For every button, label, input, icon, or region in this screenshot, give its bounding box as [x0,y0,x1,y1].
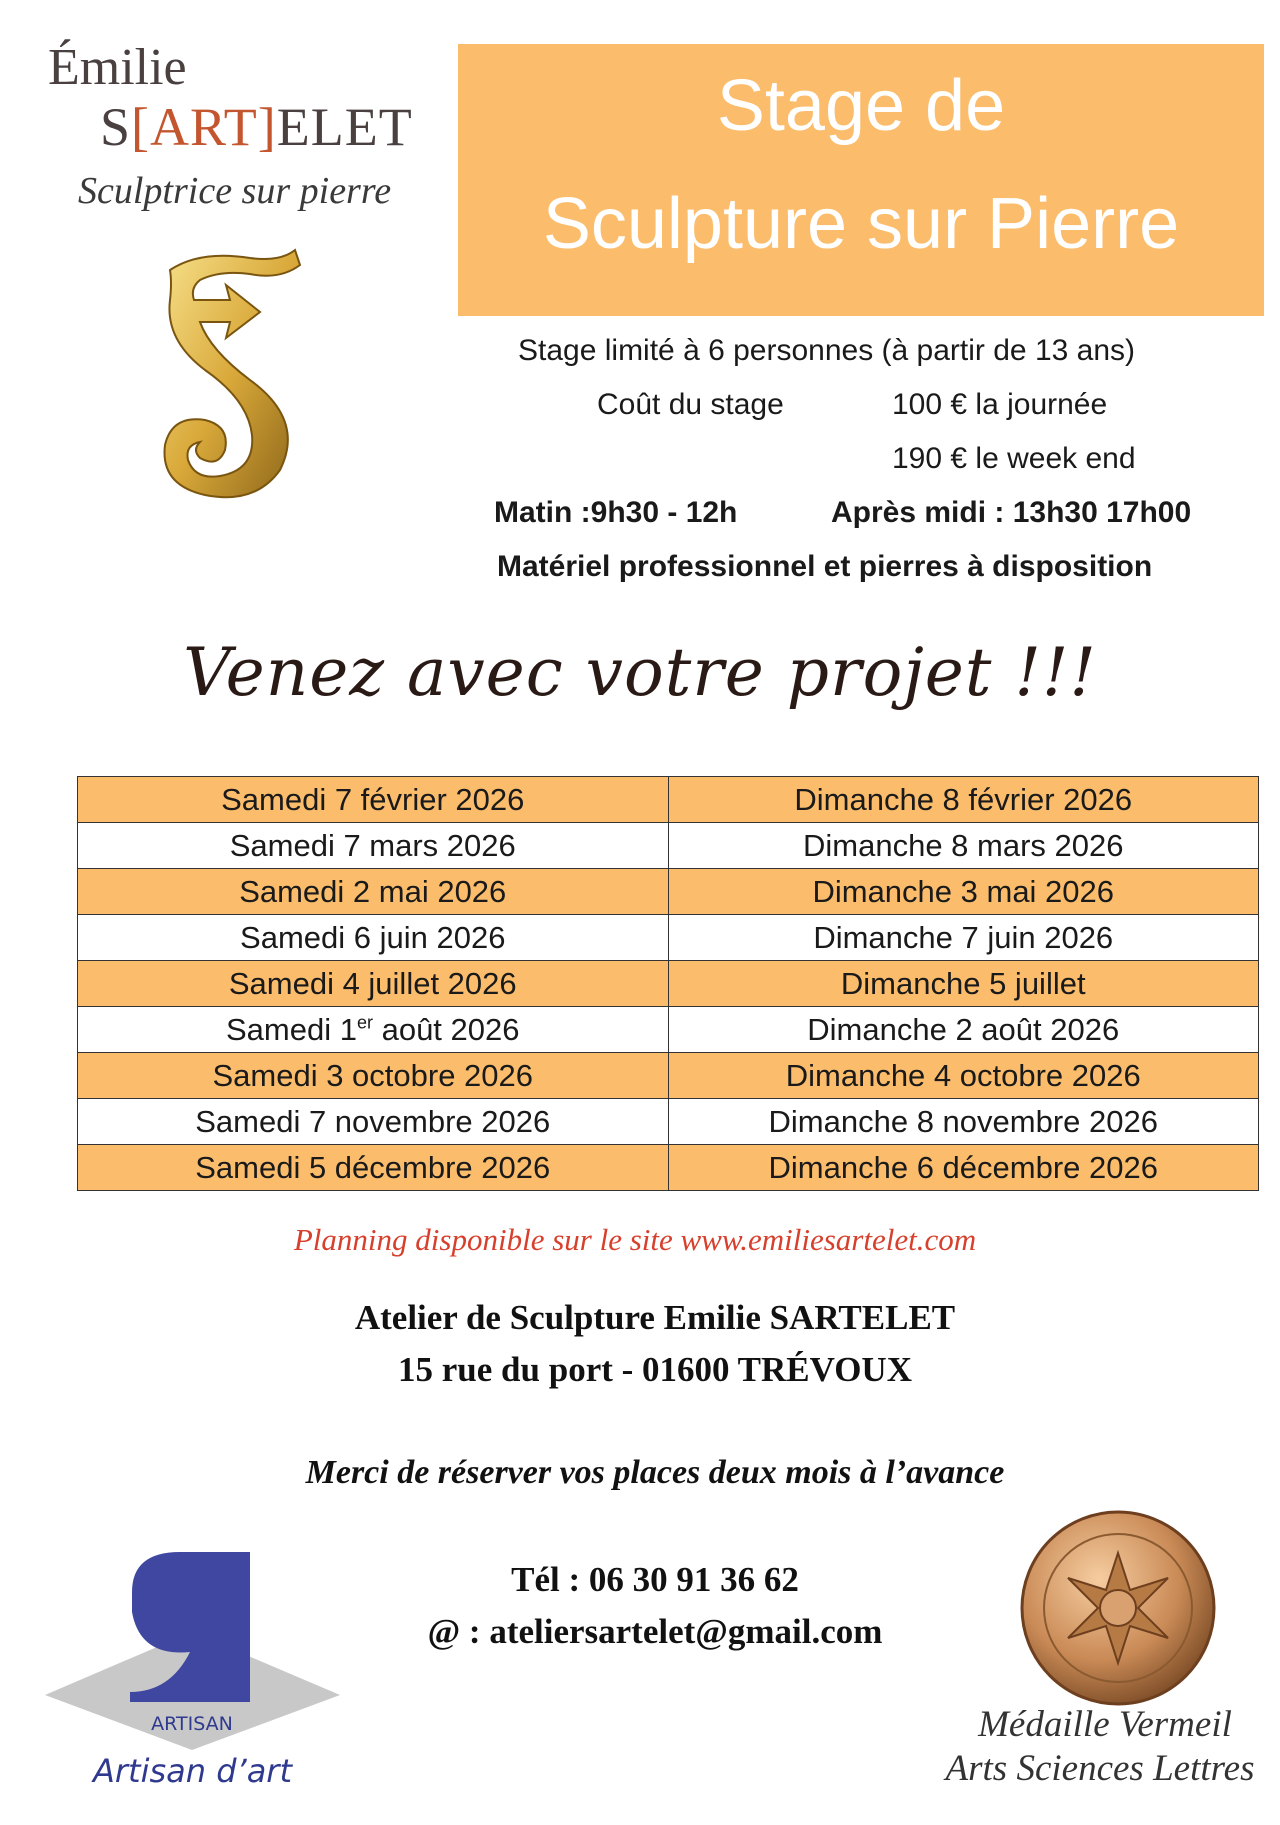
saturday-date: Samedi 4 juillet 2026 [78,961,669,1007]
participant-limit: Stage limité à 6 personnes (à partir de 13 ans) [518,334,1136,367]
table-row [78,869,1259,915]
cost-label: Coût du stage [597,388,784,421]
saturday-date: Samedi 2 mai 2026 [78,869,669,915]
table-row [78,777,1259,823]
saturday-date-ordinal: er [356,1012,373,1033]
reservation-note: Merci de réserver vos places deux mois à l’avance [305,1454,1005,1491]
sunday-date: Dimanche 6 décembre 2026 [668,1145,1259,1191]
saturday-date: Samedi 3 octobre 2026 [78,1053,669,1099]
sunday-date: Dimanche 5 juillet [668,961,1259,1007]
price-weekend: 190 € le week end [892,442,1136,475]
address-line1: Atelier de Sculpture Emilie SARTELET [354,1298,956,1337]
brand-last-name-end: ELET [276,97,413,157]
table-row [78,915,1259,961]
email-address[interactable]: @ : ateliersartelet@gmail.com [427,1612,883,1651]
vermeil-medal-icon [1018,1508,1218,1708]
price-day: 100 € la journée [892,388,1108,421]
schedule-table [77,776,1259,1191]
phone-number[interactable]: Tél : 06 30 91 36 62 [511,1560,799,1599]
table-row [78,961,1259,1007]
sunday-date: Dimanche 8 mars 2026 [668,823,1259,869]
table-row [78,823,1259,869]
address-line2: 15 rue du port - 01600 TRÉVOUX [398,1350,912,1389]
planning-link[interactable]: Planning disponible sur le site www.emiliesartelet.com [293,1222,977,1257]
sunday-date: Dimanche 4 octobre 2026 [668,1053,1259,1099]
sunday-date: Dimanche 8 février 2026 [668,777,1259,823]
saturday-date: Samedi 5 décembre 2026 [78,1145,669,1191]
brand-first-name: Émilie [48,39,187,96]
saturday-date: Samedi 7 novembre 2026 [78,1099,669,1145]
saturday-date [78,1007,669,1053]
saturday-date: Samedi 7 février 2026 [78,777,669,823]
banner-title-line2: Sculpture sur Pierre [542,184,1180,264]
brand-subtitle: Sculptrice sur pierre [78,170,392,212]
sunday-date: Dimanche 3 mai 2026 [668,869,1259,915]
gold-s-monogram-icon [130,240,330,510]
sunday-date: Dimanche 7 juin 2026 [668,915,1259,961]
banner-title-line1: Stage de [716,66,1006,146]
table-row [78,1145,1259,1191]
saturday-date-suffix: août 2026 [372,1011,520,1047]
saturday-date-prefix: Samedi 1 [225,1011,357,1047]
brand-last-name-accent: [ART] [131,97,277,157]
sunday-date: Dimanche 2 août 2026 [668,1007,1259,1053]
artisan-caption: Artisan d’art [92,1752,292,1790]
table-row [78,1099,1259,1145]
sunday-date: Dimanche 8 novembre 2026 [668,1099,1259,1145]
artisan-logo-icon [40,1552,345,1752]
medal-caption-line1: Médaille Vermeil [978,1704,1232,1745]
morning-hours: Matin :9h30 - 12h [494,496,738,529]
artisan-logo-text: ARTISAN [151,1713,233,1735]
saturday-date: Samedi 7 mars 2026 [78,823,669,869]
saturday-date: Samedi 6 juin 2026 [78,915,669,961]
material-note: Matériel professionnel et pierres à disposition [497,550,1153,583]
afternoon-hours: Après midi : 13h30 17h00 [831,496,1192,529]
brand-last-name-start: S [100,97,132,157]
medal-caption-line2: Arts Sciences Lettres [945,1748,1255,1789]
brand-last-name [100,97,413,157]
table-row [78,1053,1259,1099]
table-row [78,1007,1259,1053]
slogan: Venez avec votre projet !!! [183,634,1097,711]
